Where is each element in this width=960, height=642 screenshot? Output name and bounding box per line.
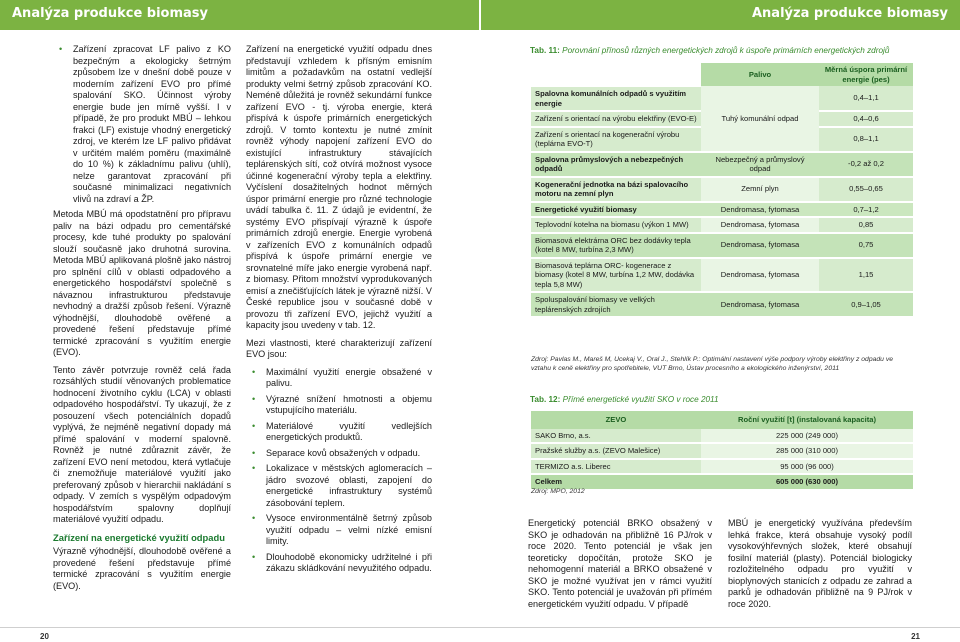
table-row [531,177,913,202]
row-name: Spalovna komunálních odpadů s využitím energie [531,86,701,111]
right-page-column-2 [728,518,912,616]
row-fuel: Zemní plyn [701,177,819,202]
row-value: 225 000 (249 000) [701,429,913,444]
bullet-item: • Zařízení zpracovat LF palivo z KO bezpečným a ekologicky šetrným způsobem lze v dnešní době pouze v moderním zařízení EVO pro přímé spalování SKO. Účinnost výroby energie bude jen mírně vyšší. I v případě, že pro produkt MBÚ – lehkou frakci (LF) existuje vhodný energetický zdroj, ve kterém lze LF palivo přidávat v určitém malém poměru (maximálně do 10 %) k základnímu palivu (uhlí), nelze garantovat zpracování při současné minimalizaci negativních vlivů na zdraví a ŽP. [53,44,231,205]
section-subheading: Zařízení na energetické využití odpadu [53,531,225,543]
row-fuel: Dendromasa, fytomasa [701,233,819,258]
page-number-right: 21 [911,632,920,641]
table-row [531,443,913,459]
table-row [531,202,913,218]
row-name: Kogenerační jednotka na bázi spalovacího motoru na zemní plyn [531,177,701,202]
paragraph: Metoda MBÚ má opodstatnění pro přípravu paliv na bázi odpadu pro cementářské procesy, kde tuhé produkty po spalování slouží současně jako druhotná surovina. Metoda MBÚ aplikovaná plošně jako nástroj pro splnění cílů v oblasti odpadového a energetického hospodářství společně s návaznou infrastrukturou představuje nevhodný a dražší způsob řešení. Výrazně výhodnější, dlouhodobě ověřené a provedené řešení představuje přímé termické zpracování s využitím energie (EVO). [53,209,231,357]
table-12-source: Zdroj: MPO, 2012 [531,488,585,495]
row-value: 0,85 [819,217,913,233]
row-fuel: Dendromasa, fytomasa [701,217,819,233]
header-saving: Měrná úspora primární energie (pes) [819,63,913,86]
table-row [531,429,913,444]
row-name: SAKO Brno, a.s. [531,429,701,444]
paragraph: Tento závěr potvrzuje rovněž celá řada rozsáhlých studií věnovaných problematice hodnocení životního cyklu (LCA) v oblasti odpadového hospodářství. Ty ukazují, že z posouzení všech potenciálních dopadů vyplývá, že nejméně negativní dopady má přímé spalování v moderní spalovně. Rovněž je nutné zdůraznit závěr, že zařízení EVO není metodou, která vytlačuje či znemožňuje materiálové využití jako preferovaný způsob v hierarchii nakládání s odpady. V zemích s vyspělým odpadovým hospodářstvím spalovny doplňují materiálové využití odpadu. [53,364,231,524]
row-name: TERMIZO a.s. Liberec [531,459,701,475]
list-item: • Materiálové využití vedlejších energetických produktů. [246,421,432,444]
row-value: 0,7–1,2 [819,202,913,218]
row-fuel: Tuhý komunální odpad [701,86,819,152]
list-item: • Vysoce environmentálně šetrný způsob využití odpadu – velmi nízké emisní limity. [246,513,432,548]
row-value: 0,75 [819,233,913,258]
left-page-column-1 [53,44,231,598]
row-name: Energetické využití biomasy [531,202,701,218]
table-total-row [531,474,913,490]
table-row [531,217,913,233]
header-zevo: ZEVO [531,411,701,429]
row-value: 0,9–1,05 [819,292,913,317]
left-page-column-2 [246,44,432,579]
row-name: Pražské služby a.s. (ZEVO Malešice) [531,443,701,459]
total-label: Celkem [531,474,701,490]
caption-text: Porovnání přínosů různých energetických zdrojů k úspoře primárních energetických zdrojů [562,46,890,55]
table-header-row [531,63,913,86]
caption-label: Tab. 12: [530,395,561,404]
right-page-column-1 [528,518,712,616]
list-item: • Dlouhodobě ekonomicky udržitelné i při zákazu skládkování nevyužitého odpadu. [246,552,432,575]
row-value: -0,2 až 0,2 [819,152,913,177]
row-name: Biomasová elektrárna ORC bez dodávky tepla (kotel 8 MW, turbína 2,3 MW) [531,233,701,258]
header-fuel: Palivo [701,63,819,86]
row-fuel: Dendromasa, fytomasa [701,202,819,218]
table-row [531,459,913,475]
row-value: 0,4–1,1 [819,86,913,111]
table-11-caption [530,46,889,55]
empty-header-cell [531,63,701,86]
list-item: • Lokalizace v městských aglomeracích – jádro svozové oblasti, zapojení do energetické infrastruktury systémů zásobování teplem. [246,463,432,509]
right-page-header: Analýza produkce biomasy [481,0,960,30]
caption-label: Tab. 11: [530,46,560,55]
row-name: Zařízení s orientací na výrobu elektřiny (EVO-E) [531,111,701,127]
list-item: • Výrazné snížení hmotnosti a objemu vstupujícího materiálu. [246,394,432,417]
row-fuel: Dendromasa, fytomasa [701,258,819,293]
paragraph: Mezi vlastnosti, které charakterizují zařízení EVO jsou: [246,337,432,359]
list-item: • Separace kovů obsažených v odpadu. [246,448,432,460]
table-header-row [531,411,913,429]
left-page-header: Analýza produkce biomasy [0,0,479,30]
row-name: Teplovodní kotelna na biomasu (výkon 1 MW) [531,217,701,233]
row-value: 1,15 [819,258,913,293]
row-name: Spalovna průmyslových a nebezpečných odpadů [531,152,701,177]
row-fuel: Dendromasa, fytomasa [701,292,819,317]
table-row [531,292,913,317]
row-value: 0,4–0,6 [819,111,913,127]
row-value: 285 000 (310 000) [701,443,913,459]
table-11 [531,63,913,318]
table-row [531,152,913,177]
table-12 [531,411,913,491]
paragraph: Výrazně výhodnější, dlouhodobě ověřené a provedené řešení představuje přímé termické zpracování s využitím energie (EVO). [53,546,231,591]
header-annual-use: Roční využití [t] (instalovaná kapacita) [701,411,913,429]
page-number-left: 20 [40,632,49,641]
caption-text: Přímé energetické využití SKO v roce 2011 [562,395,719,404]
paragraph: Zařízení na energetické využití odpadu dnes představují vzhledem k přísným emisním limitům a požadavkům na ostatní vedlejší produkty velmi šetrný způsob zpracování KO. Neméně důležitá je rovněž sekundární funkce zařízení EVO - tj. výroba energie, která přispívá k úspoře primárních energetických zdrojů. V tomto kontextu je nutné zmínit rovněž výhody napojení zařízení EVO do existující infrastruktury stávajících teplárenských sítí, což otvírá možnost vysoce účinné kogenerační výroby tepla a elektřiny. Vyčíslení dosažitelných hodnot měrných úspor primární energie pro různé technologie uvádí tabulka č. 11. Z údajů je evidentní, že systémy EVO přispívají výrazně k úspoře primárních zdrojů energie. Energie vyrobená v zařízeních EVO z komunálních odpadů přispívá k úspoře primární energie ve srovnatelné míře jako energie vyrobená např. z biomasy. Přitom množství vyprodukovaných emisí a znečišťujících látek je výrazně nižší. V České republice jsou v současné době v provozu tři zařízení EVO, jejichž využití a kapacity jsou uvedeny v tab. 12. [246,44,432,330]
bullet-list [246,367,432,575]
paragraph: Energetický potenciál BRKO obsažený v SKO je odhadován na přibližně 16 PJ/rok v roce 2020. Tento potenciál je však jen teoreticky dopočítán, protože SKO je nehomogenní materiál a BRKO obsažené v SKO je možné využívat jen v rámci využití SKO. Tento potenciál je uvažován při přímém energetickém využití odpadu. V případě [528,518,712,609]
paragraph: MBÚ je energetický využívána především lehká frakce, která obsahuje vysoký podíl vysokovýhřevných složek, které obsahují fosilní materiál (plasty). Potenciál biologicky rozložitelného odpadu pro využití v bioplynových stanicích z odpadu ze zahrad a parků je odhadován přibližně na 9 PJ/rok v roce 2020. [728,518,912,609]
table-row [531,86,913,111]
table-11-source: Zdroj: Pavlas M., Mareš M, Ucekaj V., Oral J., Stehlík P.: Optimální nastavení výše podpory výroby elektřiny z odpadu ve vztahu k ceně elektřiny pro spotřebitele, VUT Brno, Ústav procesního a ekologického inženýrství, 2011 [531,356,894,372]
row-name: Zařízení s orientací na kogenerační výrobu (teplárna EVO-T) [531,127,701,152]
row-name: Spoluspalování biomasy ve velkých teplárenských zdrojích [531,292,701,317]
footer-rule [0,627,960,642]
row-value: 0,55–0,65 [819,177,913,202]
row-fuel: Nebezpečný a průmyslový odpad [701,152,819,177]
table-12-caption [530,395,719,404]
row-value: 95 000 (96 000) [701,459,913,475]
list-item: • Maximální využití energie obsažené v palivu. [246,367,432,390]
table-row [531,258,913,293]
table-row [531,233,913,258]
row-value: 0,8–1,1 [819,127,913,152]
row-name: Biomasová teplárna ORC- kogenerace z biomasy (kotel 8 MW, turbína 1,2 MW, dodávka tepla 5,8 MW) [531,258,701,293]
total-value: 605 000 (630 000) [701,474,913,490]
